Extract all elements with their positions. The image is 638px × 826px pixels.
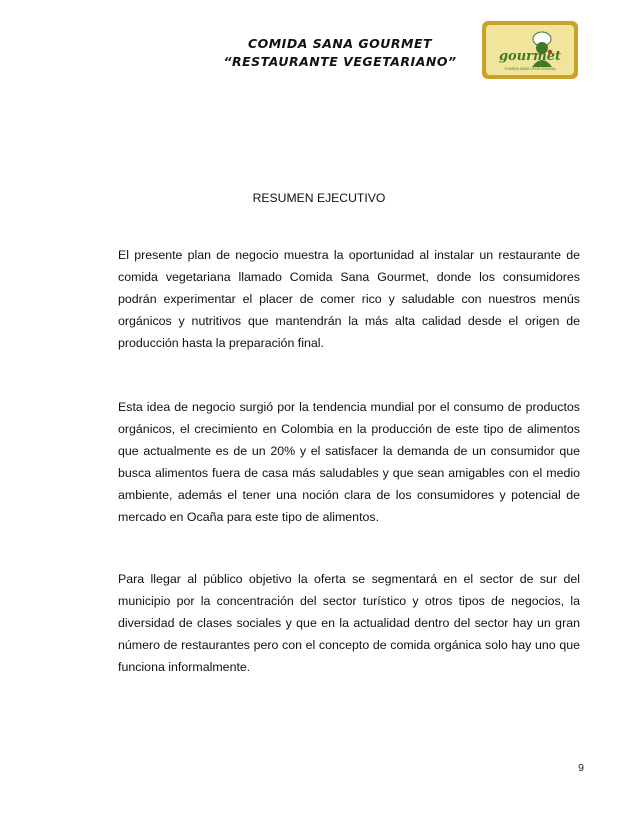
- restaurant-logo: [480, 19, 580, 81]
- paragraph-3: Para llegar al público objetivo la oferta se segmentará en el sector de sur del municipio por la concentración del sector turístico y otros tipos de negocios, la diversidad de clases sociales y que en la actualidad dentro del sector hay un gran número de restaurantes pero con el concepto de comida orgánica solo hay uno que funciona informalmente.: [118, 572, 580, 675]
- paragraph-1: El presente plan de negocio muestra la oportunidad al instalar un restaurante de comida vegetariana llamado Comida Sana Gourmet, donde los consumidores podrán experimentar el placer de comer rico y saludable con nuestros menús orgánicos y nutritivos que mantendrán la más alta calidad desde el origen de producción hasta la preparación final.: [118, 248, 580, 351]
- header-title-line2: “RESTAURANTE VEGETARIANO”: [223, 54, 457, 69]
- logo-wordmark: gourmet: [498, 49, 562, 64]
- section-title: RESUMEN EJECUTIVO: [252, 191, 386, 205]
- paragraph-2: Esta idea de negocio surgió por la tendencia mundial por el consumo de productos orgánicos, el crecimiento en Colombia en la producción de este tipo de alimentos que actualmente es de un 20% y el satisfacer la demanda de un consumidor que busca alimentos fuera de casa más saludables y que sean amigables con el medio ambiente, además el tener una noción clara de los consumidores y potencial de mercado en Ocaña para este tipo de alimentos.: [118, 400, 580, 525]
- header-title-line1: COMIDA SANA GOURMET: [247, 36, 433, 51]
- logo-tagline: COMIDA SANA VEGETARIANA: [504, 67, 556, 71]
- page-number: 9: [578, 762, 584, 774]
